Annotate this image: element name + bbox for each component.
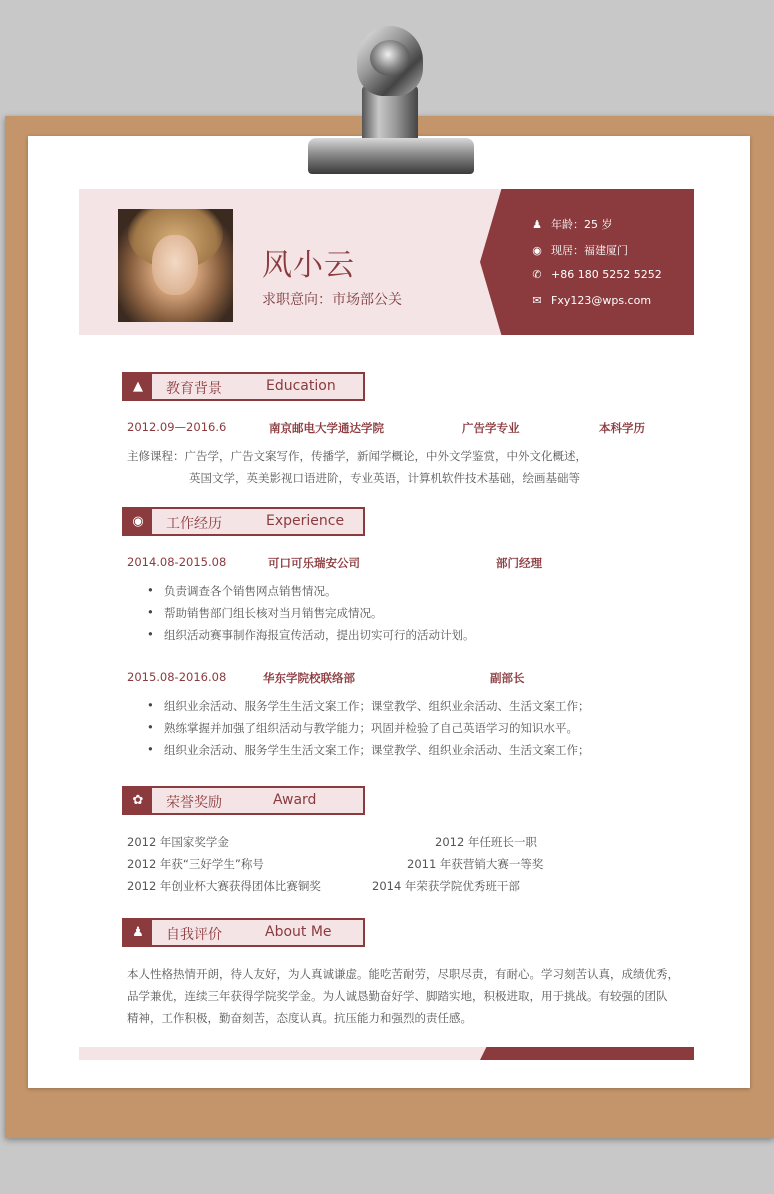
- contact-panel: [480, 189, 694, 335]
- user-icon: ♟: [124, 920, 152, 945]
- award-item: 2012 年国家奖学金: [127, 835, 229, 849]
- education-courses-cont: 英国文学，英美影视口语进阶，专业英语，计算机软件技术基础，绘画基础等: [189, 471, 580, 485]
- footer-bar-dark: [480, 1047, 694, 1060]
- award-item: 2011 年获营销大赛一等奖: [407, 857, 544, 871]
- job-period: 2015.08-2016.08: [127, 670, 227, 684]
- list-item: • 帮助销售部门组长核对当月销售完成情况。: [147, 605, 383, 621]
- section-education-header: ▲ 教育背景 Education: [122, 372, 365, 401]
- section-experience-header: ◉ 工作经历 Experience: [122, 507, 365, 536]
- location-icon: ◉: [532, 243, 542, 257]
- list-item: • 组织活动赛事制作海报宣传活动，提出切实可行的活动计划。: [147, 627, 475, 643]
- graduation-cap-icon: ▲: [124, 374, 152, 399]
- binder-clip: [300, 26, 480, 178]
- person-icon: ♟: [532, 217, 542, 231]
- education-major: 广告学专业: [462, 421, 520, 435]
- section-award-header: ✿ 荣誉奖励 Award: [122, 786, 365, 815]
- profile-photo: [118, 209, 233, 322]
- candidate-name: 风小云: [262, 248, 355, 283]
- about-text: 本人性格热情开朗，待人友好，为人真诚谦虚。能吃苦耐劳，尽职尽责，有耐心。学习刻苦认真，成绩优秀，: [127, 967, 679, 981]
- phone-icon: ✆: [532, 268, 542, 281]
- contact-phone[interactable]: ✆ +86 180 5252 5252: [530, 268, 662, 281]
- list-item: • 熟练掌握并加强了组织活动与教学能力；巩固并检验了自己英语学习的知识水平。: [147, 720, 578, 736]
- job-role: 部门经理: [496, 556, 542, 570]
- job-company: 可口可乐瑞安公司: [268, 556, 360, 570]
- footer-bar-light: [79, 1047, 494, 1060]
- education-school: 南京邮电大学通达学院: [269, 421, 384, 435]
- award-item: 2012 年创业杯大赛获得团体比赛铜奖: [127, 879, 321, 893]
- contact-email[interactable]: ✉ Fxy123@wps.com: [530, 294, 651, 307]
- about-text: 精神，工作积极，勤奋刻苦，态度认真。抗压能力和强烈的责任感。: [127, 1011, 472, 1025]
- award-item: 2014 年荣获学院优秀班干部: [372, 879, 520, 893]
- education-degree: 本科学历: [599, 421, 645, 435]
- job-role: 副部长: [490, 671, 525, 685]
- mail-icon: ✉: [532, 294, 542, 307]
- contact-location: ◉ 现居：福建厦门: [530, 242, 628, 258]
- list-item: • 组织业余活动、服务学生生活文案工作；课堂教学、组织业余活动、生活文案工作；: [147, 742, 590, 758]
- leaf-icon: ✿: [124, 788, 152, 813]
- job-company: 华东学院校联络部: [263, 671, 355, 685]
- section-about-header: ♟ 自我评价 About Me: [122, 918, 365, 947]
- job-intent: 求职意向：市场部公关: [262, 292, 402, 308]
- contact-age: ♟ 年龄：25 岁: [530, 216, 613, 232]
- education-period: 2012.09—2016.6: [127, 420, 227, 434]
- list-item: • 负责调查各个销售网点销售情况。: [147, 583, 337, 599]
- mouse-icon: ◉: [124, 509, 152, 534]
- education-courses: 主修课程：广告学，广告文案写作，传播学，新闻学概论，中外文学鉴赏，中外文化概述，: [127, 449, 587, 463]
- job-period: 2014.08-2015.08: [127, 555, 227, 569]
- list-item: • 组织业余活动、服务学生生活文案工作；课堂教学、组织业余活动、生活文案工作；: [147, 698, 590, 714]
- award-item: 2012 年获“三好学生”称号: [127, 857, 264, 871]
- award-item: 2012 年任班长一职: [435, 835, 537, 849]
- about-text: 品学兼优，连续三年获得学院奖学金。为人诚恳勤奋好学、脚踏实地，积极进取，用于挑战。有较强的团队: [127, 989, 668, 1003]
